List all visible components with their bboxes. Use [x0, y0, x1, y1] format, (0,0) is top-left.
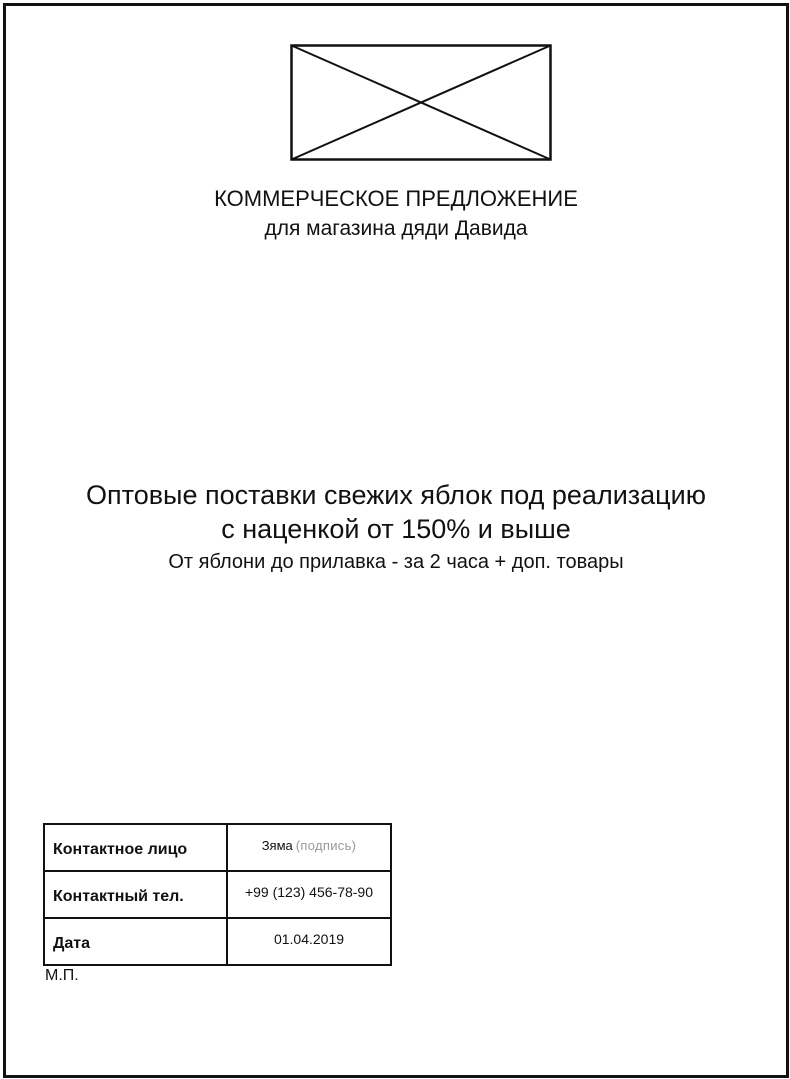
image-placeholder-icon: [290, 44, 552, 161]
table-row: [44, 824, 391, 871]
date-value: 01.04.2019: [227, 918, 391, 965]
stamp-placeholder: М.П.: [45, 967, 79, 984]
offer-headline-2: с наценкой от 150% и выше: [221, 514, 571, 544]
contact-table: [43, 823, 392, 966]
table-row: [44, 918, 391, 965]
date-label: Дата: [44, 918, 227, 965]
logo-placeholder: [290, 44, 552, 161]
contact-phone-value: +99 (123) 456-78-90: [227, 871, 391, 918]
offer-headline: Оптовые поставки свежих яблок под реализацию: [86, 480, 706, 510]
signature-hint: (подпись): [295, 837, 357, 853]
contact-phone-label: Контактный тел.: [44, 871, 227, 918]
table-row: [44, 871, 391, 918]
contact-person-label: Контактное лицо: [44, 824, 227, 871]
document-subtitle: для магазина дяди Давида: [264, 217, 528, 240]
contact-person-value: [227, 824, 391, 871]
offer-tagline: От яблони до прилавка - за 2 часа + доп. товары: [168, 551, 624, 573]
contact-person-name: Зяма: [261, 837, 293, 853]
document-title: КОММЕРЧЕСКОЕ ПРЕДЛОЖЕНИЕ: [214, 186, 578, 211]
